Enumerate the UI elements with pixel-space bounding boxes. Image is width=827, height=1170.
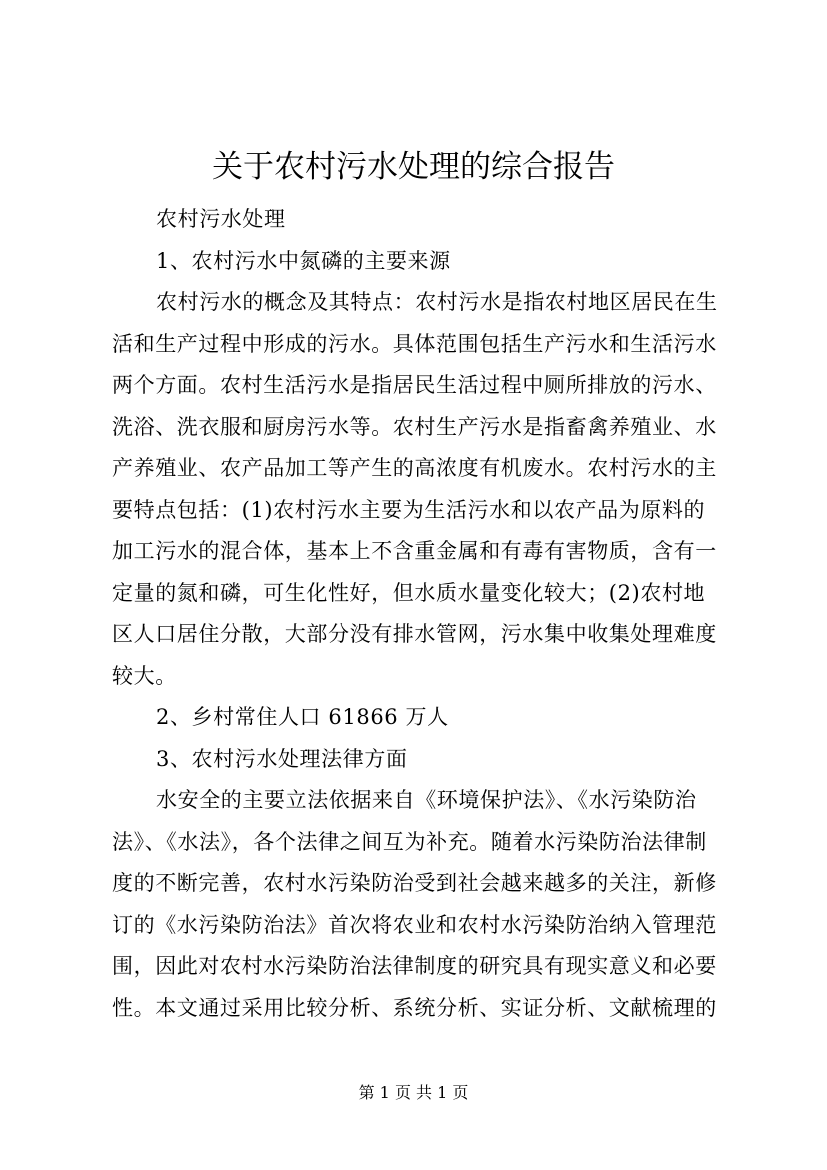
paragraph-line: 法》、《水法》，各个法律之间互为补充。随着水污染防治法律制 — [112, 829, 707, 854]
document-title: 关于农村污水处理的综合报告 — [212, 149, 615, 185]
paragraph-line: 水安全的主要立法依据来自《环境保护法》、《水污染防治 — [156, 788, 697, 812]
section-heading-3: 3、农村污水处理法律方面 — [156, 746, 408, 771]
heading-rural-sewage: 农村污水处理 — [156, 207, 286, 231]
document-body — [112, 199, 724, 1029]
paragraph-line: 性。本文通过采用比较分析、系统分析、实证分析、文献梳理的 — [112, 995, 717, 1020]
section-heading-1: 1、农村污水中氮磷的主要来源 — [156, 248, 451, 273]
paragraph-line: 订的《水污染防治法》首次将农业和农村水污染防治纳入管理范 — [112, 912, 717, 937]
paragraph-line: 度的不断完善，农村水污染防治受到社会越来越多的关注，新修 — [112, 871, 717, 895]
paragraph-line: 区人口居住分散，大部分没有排水管网，污水集中收集处理难度 — [112, 622, 717, 646]
paragraph-line: 农村污水的概念及其特点：农村污水是指农村地区居民在生 — [156, 290, 718, 314]
paragraph-line: 较大。 — [112, 663, 177, 688]
paragraph-line: 活和生产过程中形成的污水。具体范围包括生产污水和生活污水 — [112, 331, 717, 356]
paragraph-line: 要特点包括：(1)农村污水主要为生活污水和以农产品为原料的 — [112, 497, 706, 522]
paragraph-line: 两个方面。农村生活污水是指居民生活过程中厕所排放的污水、 — [112, 373, 717, 397]
section-heading-2: 2、乡村常住人口 61866 万人 — [156, 705, 449, 729]
paragraph-line: 产养殖业、农产品加工等产生的高浓度有机废水。农村污水的主 — [112, 456, 717, 480]
paragraph-line: 定量的氮和磷，可生化性好，但水质水量变化较大；(2)农村地 — [112, 580, 706, 605]
page-footer: 第 1 页 共 1 页 — [358, 1083, 469, 1102]
paragraph-line: 洗浴、洗衣服和厨房污水等。农村生产污水是指畜禽养殖业、水 — [112, 414, 717, 439]
paragraph-line: 加工污水的混合体，基本上不含重金属和有毒有害物质，含有一 — [112, 539, 717, 563]
paragraph-line: 围，因此对农村水污染防治法律制度的研究具有现实意义和必要 — [112, 954, 717, 978]
